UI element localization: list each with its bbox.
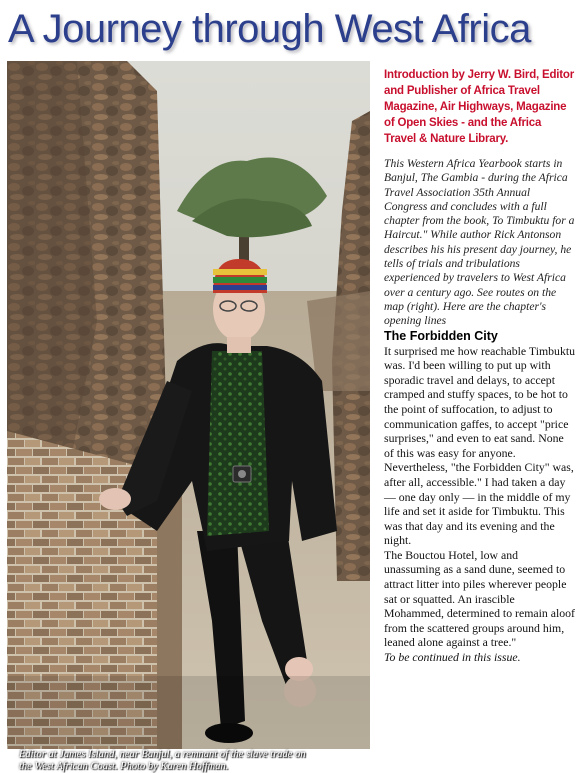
- chapter-subhead: The Forbidden City: [384, 328, 498, 343]
- photo-caption: Editor at James Island, near Banjul, a remnant of the slave trade on the West African Coast. Photo by Karen Hoffman.: [19, 749, 306, 772]
- body-paragraph-2: The Bouctou Hotel, low and unassuming as a sand dune, seemed to attract litter into piles wherever people sat or squatted. An irascible Mohammed, determined to remain aloof from the scattered groups around him, leaned alone against a tree.": [384, 547, 575, 650]
- feature-photo: [7, 61, 370, 772]
- intro-credit: Introduction by Jerry W. Bird, Editor and Publisher of Africa Travel Magazine, Air Highways, Magazine of Open Skies - and the Africa Travel & Nature Library.: [384, 69, 575, 145]
- article-column: [384, 67, 576, 665]
- lead-paragraph: This Western Africa Yearbook starts in Banjul, The Gambia - during the Africa Travel Association 35th Annual Congress and concludes with a full chapter from the book, To Timbuktu for a Haircut." While author Rick Antonson describes his his present day journey, he tells of trials and tribulations experienced by travelers to West Africa over a century ago. See routes on the map (right). Here are the chapter's opening lines: [384, 157, 575, 328]
- body-paragraph-1: It surprised me how reachable Timbuktu was. I'd been willing to put up with sporadic travel and delays, to accept cramped and stuffy spaces, to be hot to the point of suffocation, to adjust to communication gaffes, to accept "price surprises," and even to eat sand. None of this was easy for anyone. Nevertheless, "the Forbidden City" was, after all, accessible." I had taken a day — one day only — in the middle of my life and set it aside for Timbuktu. This was that day and its evening and the night.: [384, 343, 576, 548]
- page-title: A Journey through West Africa: [8, 7, 531, 51]
- continued-note: To be continued in this issue.: [384, 650, 521, 665]
- photo-illustration: [7, 61, 370, 749]
